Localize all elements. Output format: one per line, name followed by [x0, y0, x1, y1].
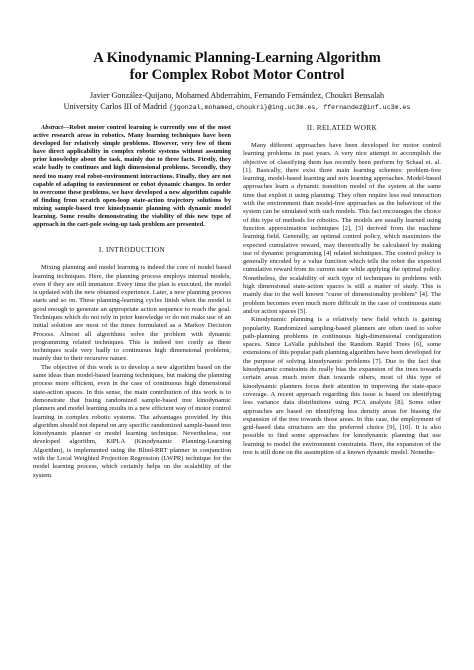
section-heading-introduction: I. INTRODUCTION	[98, 246, 166, 255]
paper-title	[0, 50, 474, 84]
section-heading-related-work: II. RELATED WORK	[306, 124, 378, 132]
author-block	[0, 90, 474, 113]
abstract-label: Abstract	[41, 124, 63, 131]
right-column	[243, 124, 441, 457]
abstract-text: —Robot motor control learning is currently one of the most active research areas in robotics. Many learning techniques have been developed for relatively simple problems. However, very few of them have direct applicability in complex robotic systems without assuming prior knowledge about the task, mainly due to three facts. Firstly, they scale badly to continues and high dimensional problems. Secondly, they need too many real robot-environment interactions. Finally, they are not capable of adapting to environment or robot dynamic changes. In order to overcome these problems, we have developed a new algorithm capable of finding from scratch open-loop state-action trajectory solutions by mixing sample-based tree kinodynamic planning with dynamic model learning. Some results demonstrating the viability of this new type of approach in the cart-pole swing-up task problem are presented.	[33, 124, 231, 229]
related-work-paragraph-2: Kinodynamic planning is a relatively new field which is gaining popularity. Randomized sampling-based planners are often used to solve path-planning problems in continuous high-dimensional configuration spaces. Since LaValle published the Random Rapid Trees [6], some extensions of this popular path planning algorithm have been developed for the purpose of solving kinodynamic problems [7]. Due to the fact that kinodynamic constraints do really bias the expansion of the trees towards certain areas much more than towards others, most of this type of kinodynamic planners focus their attention in improving the state-space coverage. A recent approach regarding this issue is based on identifying less variance data distributions using PCA analysis [8]. Some other approaches are based on identifying less density areas for biasing the expansion of the tree towards those areas. In this case, the employment of grid-based data structures are the preferred choice [9], [10]. It is also possible to find some approaches for kinodynamic planning that use learning to model the environment constraints. Here, the expansion of the tree is still done on the assumption of a known dynamic model. Nonethe-	[243, 316, 441, 456]
title-line-2: for Complex Robot Motor Control	[129, 67, 345, 83]
title-line-1: A Kinodynamic Planning-Learning Algorithm	[93, 50, 381, 66]
intro-paragraph-1: Mixing planning and model learning is indeed the core of model based learning techniques. Here, the planning process employs internal models, even if they are still immature. Every time the plan is executed, the model is updated with the new obtained experience. Later, a new planning process starts and so on. These planning-learning cycles finish when the model is good enough to generate an appropriate action sequence to reach the goal. Techniques which do not rely in prior knowledge or do not make use of an initial solution are most of the times formulated as a Markov Decision Process. Almost all algorithms solve the problem with dynamic programming related techniques. This is indeed too costly as these techniques scale very badly to continuous high dimensional problems, mainly due to their recursive nature.	[33, 264, 231, 363]
left-column	[33, 124, 231, 480]
author-emails: {jgonzal,mohamed,choukri}@ing.uc3m.es, ffernandez@inf.uc3m.es	[168, 104, 411, 111]
intro-paragraph-2: The objective of this work is to develop a new algorithm based on the same ideas than model-based learning techniques, but making the planning process more efficient, even in the case of continuous high dimensional state-action spaces. In this sense, the main contribution of this work is to demonstrate that fusing randomized sample-based tree kinodynamic planners and model learning results in a new efficient way of motor control learning in complex robotic systems. The advantages provided by this algorithm should not depend on any specific randomized sample-based tree kinodynamic planner or model learning technique. Nevertheless, our developed algorithm, KiPLA (Kinodynamic Planning-Learning Algorithm), is implemented using the Blind-RRT planner in conjunction with the Local Weighted Projection Regression (LWPR) technique for the model learning process, which certainly helps on the scalability of the system.	[33, 363, 231, 479]
author-names: Javier González-Quijano, Mohamed Abderrahim, Fernando Fernández, Choukri Bensalah	[89, 91, 385, 100]
related-work-paragraph-1: Many different approaches have been developed for motor control learning problems in past years. A very nice attempt to accomplish the objective of classifying them has recently been perform by Schaal et. al. [1]. Basically, there exist three main learning schemes: problem-free learning, model-based learning and mix learning approaches. Model-based approaches learn a dynamic transition model of the system at the same time that exploit it using planning. They often require less real interaction with the environment than model-free approaches as the behaviour of the system can be simulated with such models. This fact encourages the choice of this type of methods for robotics. The models are usually learned using function approximation techniques [2], [3] derived from the machine learning field. Generally, an optimal control policy, which maximizes the expected cumulative reward, may theoretically be calculated by making use of dynamic programming [4] related techniques. The control policy is generally encoded by a value function which tells the robot the expected cumulative reward from its current state while applying the optimal policy. Nonetheless, the scalability of such type of techniques to problems with high dimensional state-action spaces is still a matter of study. This is mainly due to the well known "curse of dimensionality problem" [4]. The problem becomes even much more difficult in the case of continuous state and/or action spaces [5].	[243, 142, 441, 315]
affiliation-line	[0, 101, 474, 113]
affiliation: University Carlos III of Madrid	[63, 102, 167, 111]
abstract	[33, 124, 231, 229]
